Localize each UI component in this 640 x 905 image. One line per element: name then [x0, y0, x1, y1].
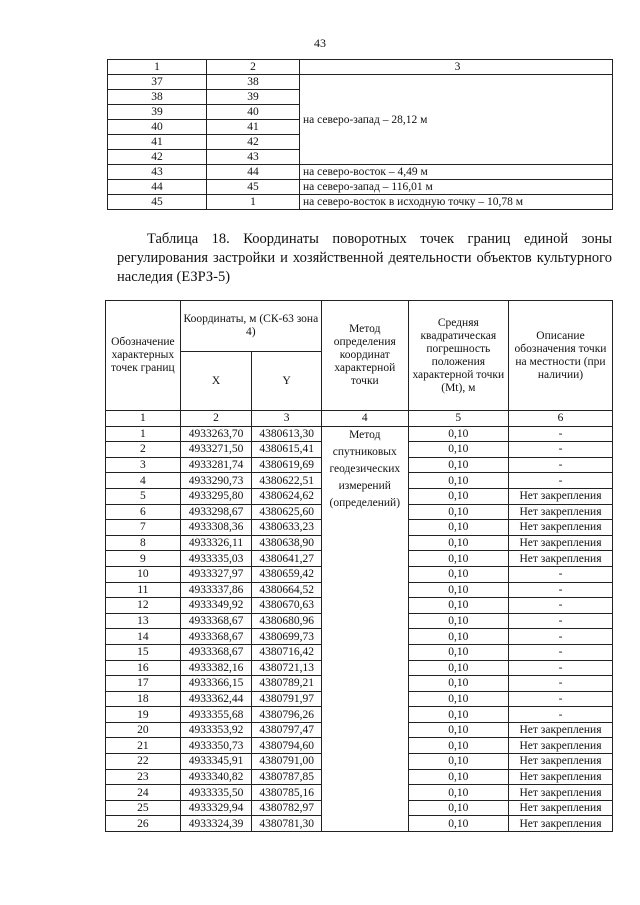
point-number: 11 — [106, 582, 181, 598]
point-number: 22 — [106, 754, 181, 770]
coord-y: 4380785,16 — [252, 785, 322, 801]
table-row — [108, 75, 613, 90]
mean-error: 0,10 — [408, 426, 508, 442]
col-number: 3 — [252, 411, 322, 427]
coord-x: 4933335,03 — [180, 551, 252, 567]
mean-error: 0,10 — [408, 754, 508, 770]
point-number: 18 — [106, 691, 181, 707]
coord-y: 4380797,47 — [252, 722, 322, 738]
mean-error: 0,10 — [408, 691, 508, 707]
mean-error: 0,10 — [408, 504, 508, 520]
point-from: 40 — [108, 120, 207, 135]
coord-x: 4933368,67 — [180, 613, 252, 629]
point-description: Нет закрепления — [509, 488, 613, 504]
point-number: 7 — [106, 520, 181, 536]
coord-y: 4380716,42 — [252, 644, 322, 660]
col-header-1: 1 — [108, 60, 207, 75]
coord-x: 4933308,36 — [180, 520, 252, 536]
coord-x: 4933368,67 — [180, 644, 252, 660]
mean-error: 0,10 — [408, 473, 508, 489]
point-description: - — [509, 707, 613, 723]
header-row-1 — [106, 301, 613, 352]
coord-y: 4380659,42 — [252, 566, 322, 582]
point-description: - — [509, 457, 613, 473]
coord-y: 4380615,41 — [252, 442, 322, 458]
mean-error: 0,10 — [408, 535, 508, 551]
coord-y: 4380699,73 — [252, 629, 322, 645]
coord-y: 4380796,26 — [252, 707, 322, 723]
coord-y: 4380782,97 — [252, 800, 322, 816]
point-description: - — [509, 598, 613, 614]
coord-y: 4380791,97 — [252, 691, 322, 707]
coord-x: 4933298,67 — [180, 504, 252, 520]
coord-x: 4933263,70 — [180, 426, 252, 442]
coord-x: 4933355,68 — [180, 707, 252, 723]
point-description: Нет закрепления — [509, 800, 613, 816]
header-coords: Координаты, м (СК-63 зона 4) — [180, 301, 321, 352]
segment-description-group: на северо-запад – 28,12 м — [300, 75, 613, 165]
coord-x: 4933337,86 — [180, 582, 252, 598]
coord-x: 4933271,50 — [180, 442, 252, 458]
point-to: 40 — [207, 105, 300, 120]
point-number: 26 — [106, 816, 181, 832]
point-description: - — [509, 426, 613, 442]
point-to: 44 — [207, 165, 300, 180]
point-description: Нет закрепления — [509, 535, 613, 551]
point-number: 15 — [106, 644, 181, 660]
mean-error: 0,10 — [408, 660, 508, 676]
coord-x: 4933353,92 — [180, 722, 252, 738]
point-to: 45 — [207, 180, 300, 195]
coord-x: 4933327,97 — [180, 566, 252, 582]
mean-error: 0,10 — [408, 644, 508, 660]
point-number: 5 — [106, 488, 181, 504]
point-number: 23 — [106, 769, 181, 785]
point-description: - — [509, 676, 613, 692]
point-description: - — [509, 473, 613, 489]
point-description: Нет закрепления — [509, 785, 613, 801]
coord-x: 4933368,67 — [180, 629, 252, 645]
coord-y: 4380641,27 — [252, 551, 322, 567]
mean-error: 0,10 — [408, 582, 508, 598]
coord-x: 4933366,15 — [180, 676, 252, 692]
header-designation: Обозначение характерных точек границ — [106, 301, 181, 411]
header-y: Y — [252, 352, 322, 411]
mean-error: 0,10 — [408, 488, 508, 504]
point-number: 8 — [106, 535, 181, 551]
point-number: 2 — [106, 442, 181, 458]
header-method: Метод определения координат характерной точки — [321, 301, 408, 411]
table-18-coordinates — [105, 300, 613, 832]
point-description: - — [509, 691, 613, 707]
col-header-3: 3 — [300, 60, 613, 75]
point-from: 39 — [108, 105, 207, 120]
coord-y: 4380794,60 — [252, 738, 322, 754]
page-number: 43 — [314, 36, 326, 50]
coord-x: 4933335,50 — [180, 785, 252, 801]
coord-y: 4380633,23 — [252, 520, 322, 536]
coord-x: 4933329,94 — [180, 800, 252, 816]
coord-x: 4933349,92 — [180, 598, 252, 614]
coord-y: 4380791,00 — [252, 754, 322, 770]
point-from: 41 — [108, 135, 207, 150]
point-description: Нет закрепления — [509, 551, 613, 567]
coord-y: 4380638,90 — [252, 535, 322, 551]
point-number: 19 — [106, 707, 181, 723]
coord-x: 4933350,73 — [180, 738, 252, 754]
coord-y: 4380721,13 — [252, 660, 322, 676]
header-x: X — [180, 352, 252, 411]
table-row — [108, 195, 613, 210]
point-number: 1 — [106, 426, 181, 442]
point-description: Нет закрепления — [509, 754, 613, 770]
mean-error: 0,10 — [408, 769, 508, 785]
coord-x: 4933324,39 — [180, 816, 252, 832]
point-number: 10 — [106, 566, 181, 582]
table-header-row — [108, 60, 613, 75]
mean-error: 0,10 — [408, 598, 508, 614]
mean-error: 0,10 — [408, 442, 508, 458]
point-from: 37 — [108, 75, 207, 90]
col-number: 2 — [180, 411, 252, 427]
mean-error: 0,10 — [408, 738, 508, 754]
mean-error: 0,10 — [408, 566, 508, 582]
col-number: 4 — [321, 411, 408, 427]
point-from: 42 — [108, 150, 207, 165]
point-description: - — [509, 660, 613, 676]
table-caption — [117, 230, 612, 287]
point-to: 42 — [207, 135, 300, 150]
coord-y: 4380664,52 — [252, 582, 322, 598]
table-17-continuation — [107, 59, 613, 210]
mean-error: 0,10 — [408, 629, 508, 645]
point-number: 17 — [106, 676, 181, 692]
col-number: 6 — [509, 411, 613, 427]
point-description: Нет закрепления — [509, 722, 613, 738]
point-description: - — [509, 613, 613, 629]
segment-description: на северо-восток в исходную точку – 10,78 м — [300, 195, 613, 210]
segment-description: на северо-восток – 4,49 м — [300, 165, 613, 180]
point-number: 21 — [106, 738, 181, 754]
coord-x: 4933295,80 — [180, 488, 252, 504]
point-description: Нет закрепления — [509, 520, 613, 536]
point-to: 43 — [207, 150, 300, 165]
point-description: - — [509, 566, 613, 582]
header-description: Описание обозначения точки на местности (при наличии) — [509, 301, 613, 411]
point-number: 6 — [106, 504, 181, 520]
point-number: 14 — [106, 629, 181, 645]
mean-error: 0,10 — [408, 520, 508, 536]
mean-error: 0,10 — [408, 722, 508, 738]
segment-description: на северо-запад – 116,01 м — [300, 180, 613, 195]
header-error: Средняя квадратическая погрешность положения характерной точки (Mt), м — [408, 301, 508, 411]
coord-y: 4380670,63 — [252, 598, 322, 614]
point-description: Нет закрепления — [509, 504, 613, 520]
point-description: - — [509, 629, 613, 645]
point-description: Нет закрепления — [509, 738, 613, 754]
coord-y: 4380680,96 — [252, 613, 322, 629]
coord-y: 4380789,21 — [252, 676, 322, 692]
coord-y: 4380624,62 — [252, 488, 322, 504]
coord-x: 4933326,11 — [180, 535, 252, 551]
coord-y: 4380787,85 — [252, 769, 322, 785]
point-from: 43 — [108, 165, 207, 180]
point-number: 12 — [106, 598, 181, 614]
caption-text: Таблица 18. Координаты поворотных точек границ единой зоны регулирования застройки и хозяйственной деятельности объектов культурного наследия (ЕЗРЗ-5) — [117, 231, 612, 285]
mean-error: 0,10 — [408, 800, 508, 816]
coord-x: 4933382,16 — [180, 660, 252, 676]
mean-error: 0,10 — [408, 613, 508, 629]
point-to: 38 — [207, 75, 300, 90]
coord-x: 4933290,73 — [180, 473, 252, 489]
point-number: 25 — [106, 800, 181, 816]
point-description: - — [509, 442, 613, 458]
col-number: 1 — [106, 411, 181, 427]
method-cell: Метод спутниковых геодезических измерений (определений) — [321, 426, 408, 831]
point-from: 44 — [108, 180, 207, 195]
point-number: 16 — [106, 660, 181, 676]
point-description: Нет закрепления — [509, 769, 613, 785]
coord-x: 4933362,44 — [180, 691, 252, 707]
table-row — [108, 180, 613, 195]
coord-y: 4380781,30 — [252, 816, 322, 832]
point-number: 24 — [106, 785, 181, 801]
coord-y: 4380625,60 — [252, 504, 322, 520]
point-number: 9 — [106, 551, 181, 567]
point-to: 39 — [207, 90, 300, 105]
coord-y: 4380622,51 — [252, 473, 322, 489]
coord-y: 4380613,30 — [252, 426, 322, 442]
coord-x: 4933345,91 — [180, 754, 252, 770]
point-from: 38 — [108, 90, 207, 105]
mean-error: 0,10 — [408, 676, 508, 692]
coord-y: 4380619,69 — [252, 457, 322, 473]
mean-error: 0,10 — [408, 785, 508, 801]
point-number: 4 — [106, 473, 181, 489]
point-description: - — [509, 644, 613, 660]
table-row — [106, 426, 613, 442]
mean-error: 0,10 — [408, 551, 508, 567]
point-description: Нет закрепления — [509, 816, 613, 832]
col-number: 5 — [408, 411, 508, 427]
coord-x: 4933281,74 — [180, 457, 252, 473]
col-header-2: 2 — [207, 60, 300, 75]
mean-error: 0,10 — [408, 457, 508, 473]
point-to: 41 — [207, 120, 300, 135]
point-number: 13 — [106, 613, 181, 629]
point-from: 45 — [108, 195, 207, 210]
mean-error: 0,10 — [408, 707, 508, 723]
point-to: 1 — [207, 195, 300, 210]
coord-x: 4933340,82 — [180, 769, 252, 785]
point-number: 20 — [106, 722, 181, 738]
table-row — [108, 165, 613, 180]
point-description: - — [509, 582, 613, 598]
point-number: 3 — [106, 457, 181, 473]
mean-error: 0,10 — [408, 816, 508, 832]
column-numbers-row — [106, 411, 613, 427]
